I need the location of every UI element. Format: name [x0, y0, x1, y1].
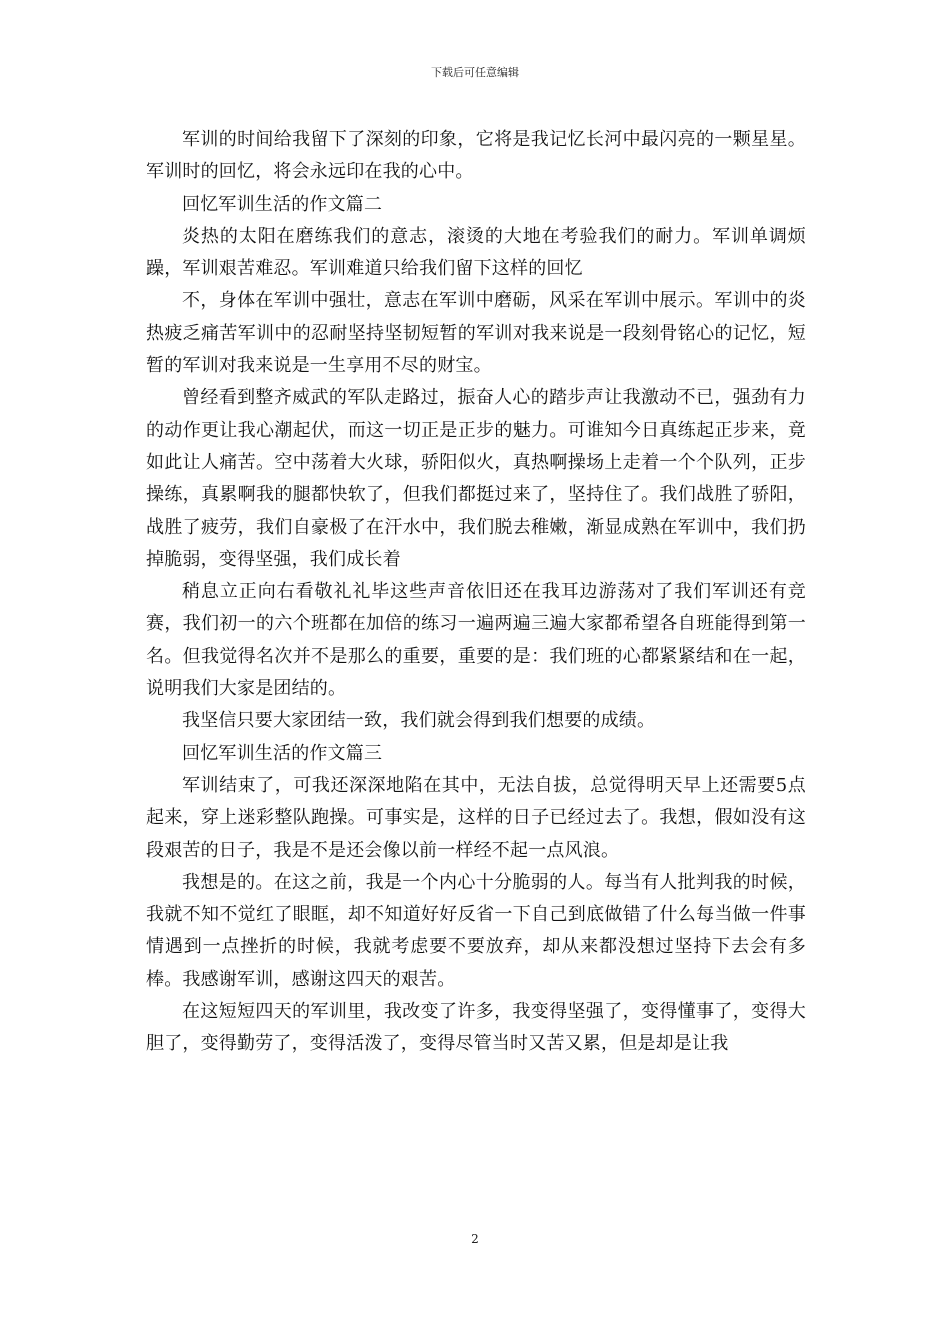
- page-header: 下载后可任意编辑: [431, 66, 519, 79]
- section-heading: 回忆军训生活的作文篇三: [182, 742, 383, 764]
- page-number: 2: [471, 1232, 479, 1246]
- document-body: [146, 124, 806, 1061]
- section-heading: 回忆军训生活的作文篇二: [182, 193, 383, 215]
- paragraph: 军训的时间给我留下了深刻的印象，它将是我记忆长河中最闪亮的一颗星星。军训时的回忆，将会永远印在我的心中。: [146, 129, 806, 183]
- paragraph: 在这短短四天的军训里，我改变了许多，我变得坚强了，变得懂事了，变得大胆了，变得勤劳了，变得活泼了，变得尽管当时又苦又累，但是却是让我: [146, 1001, 806, 1055]
- paragraph: 军训结束了，可我还深深地陷在其中，无法自拔，总觉得明天早上还需要5点起来，穿上迷彩整队跑操。可事实是，这样的日子已经过去了。我想，假如没有这段艰苦的日子，我是不是还会像以前一样经不起一点风浪。: [146, 774, 806, 861]
- paragraph: 炎热的太阳在磨练我们的意志，滚烫的大地在考验我们的耐力。军训单调烦躁，军训艰苦难忍。军训难道只给我们留下这样的回忆: [146, 225, 806, 280]
- paragraph: 我想是的。在这之前，我是一个内心十分脆弱的人。每当有人批判我的时候，我就不知不觉红了眼眶，却不知道好好反省一下自己到底做错了什么每当做一件事情遇到一点挫折的时候，我就考虑要不要放弃，却从来都没想过坚持下去会有多棒。我感谢军训，感谢这四天的艰苦。: [146, 871, 806, 990]
- paragraph: 稍息立正向右看敬礼礼毕这些声音依旧还在我耳边游荡对了我们军训还有竞赛，我们初一的六个班都在加倍的练习一遍两遍三遍大家都希望各自班能得到第一名。但我觉得名次并不是那么的重要，重要的是：我们班的心都紧紧结和在一起，说明我们大家是团结的。: [146, 581, 806, 700]
- paragraph: 不，身体在军训中强壮，意志在军训中磨砺，风采在军训中展示。军训中的炎热疲乏痛苦军训中的忍耐坚持坚韧短暂的军训对我来说是一段刻骨铭心的记忆，短暂的军训对我来说是一生享用不尽的财宝。: [146, 290, 806, 377]
- paragraph: 我坚信只要大家团结一致，我们就会得到我们想要的成绩。: [182, 710, 656, 732]
- paragraph: 曾经看到整齐威武的军队走路过，振奋人心的踏步声让我激动不已，强劲有力的动作更让我心潮起伏，而这一切正是正步的魅力。可谁知今日真练起正步来，竟如此让人痛苦。空中荡着大火球，骄阳似火，真热啊操场上走着一个个队列，正步操练，真累啊我的腿都快软了，但我们都挺过来了，坚持住了。我们战胜了骄阳，战胜了疲劳，我们自豪极了在汗水中，我们脱去稚嫩，渐显成熟在军训中，我们扔掉脆弱，变得坚强，我们成长着: [146, 387, 806, 570]
